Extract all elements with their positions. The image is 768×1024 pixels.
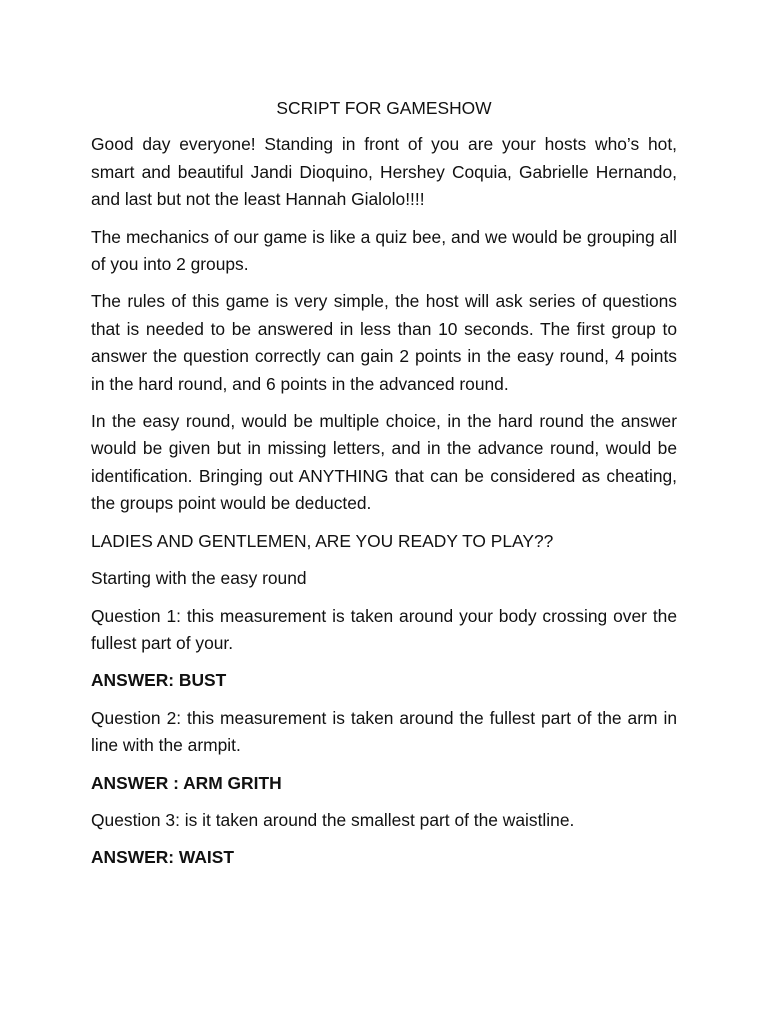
mechanics-paragraph: The mechanics of our game is like a quiz bee, and we would be grouping all of you into 2 groups. <box>91 226 677 275</box>
ready-call: LADIES AND GENTLEMEN, ARE YOU READY TO PLAY?? <box>91 530 554 551</box>
question-1: Question 1: this measurement is taken around your body crossing over the fullest part of your. <box>91 605 677 653</box>
rules-paragraph: The rules of this game is very simple, the host will ask series of questions that is needed to be answered in less than 10 seconds. The first group to answer the question correctly can gain 2 points in the easy round, 4 points in the hard round, and 6 points in the advanced round. <box>91 291 677 394</box>
rounds-paragraph: In the easy round, would be multiple choice, in the hard round the answer would be given but in missing letters, and in the advance round, would be identification. Bringing out ANYTHING that can be considered as cheating, the groups point would be deducted. <box>91 411 677 514</box>
round-intro: Starting with the easy round <box>91 568 307 589</box>
document-title: SCRIPT FOR GAMESHOW <box>276 98 492 118</box>
answer-2: ANSWER : ARM GRITH <box>91 772 282 793</box>
document-body <box>91 95 677 882</box>
question-2: Question 2: this measurement is taken around the fullest part of the arm in line with the armpit. <box>91 707 677 756</box>
answer-1: ANSWER: BUST <box>91 670 227 691</box>
question-3: Question 3: is it taken around the smallest part of the waistline. <box>91 809 575 830</box>
answer-3: ANSWER: WAIST <box>91 847 234 868</box>
intro-paragraph: Good day everyone! Standing in front of you are your hosts who’s hot, smart and beautiful Jandi Dioquino, Hershey Coquia, Gabrielle Hernando, and last but not the least Hannah Gialolo!!!! <box>91 134 677 210</box>
